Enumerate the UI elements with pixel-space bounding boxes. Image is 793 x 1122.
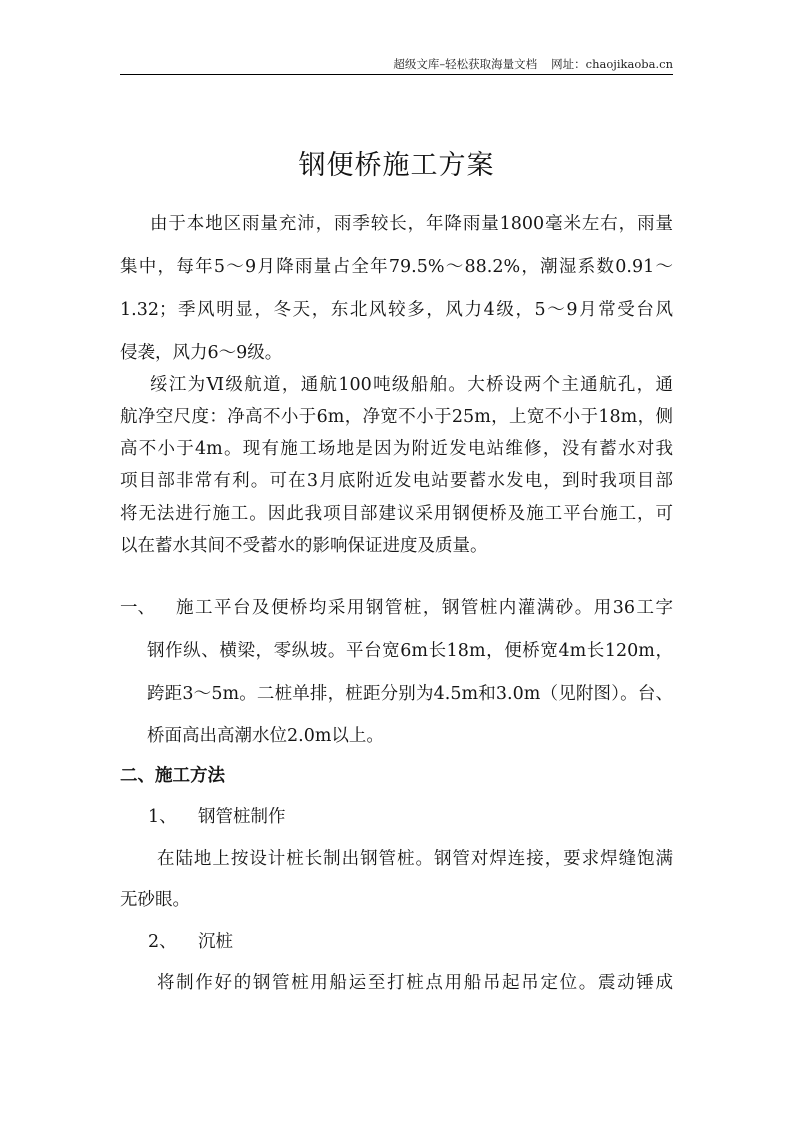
paragraph-1-line-2: 集中，每年5～9月降雨量占全年79.5%～88.2%，潮湿系数0.91～: [120, 257, 673, 277]
subsection-2-title: 沉桩: [198, 932, 233, 952]
paragraph-1-line-1: 由于本地区雨量充沛，雨季较长，年降雨量1800毫米左右，雨量: [150, 214, 673, 234]
section-two-heading: 二、施工方法: [120, 766, 225, 786]
section-one-line-2: 钢作纵、横梁，零纵坡。平台宽6m长18m，便桥宽4m长120m，: [147, 641, 673, 661]
subsection-2-line-1: 将制作好的钢管桩用船运至打桩点用船吊起吊定位。震动锤成: [157, 973, 673, 993]
section-one-line-4: 桥面高出高潮水位2.0m以上。: [147, 726, 384, 746]
header-url: 网址：chaojikaoba.cn: [551, 57, 673, 71]
subsection-2-marker: 2、: [148, 932, 177, 952]
subsection-1-line-1: 在陆地上按设计桩长制出钢管桩。钢管对焊连接，要求焊缝饱满: [157, 849, 673, 869]
page-header: [120, 56, 673, 75]
paragraph-2-line-5: 将无法进行施工。因此我项目部建议采用钢便桥及施工平台施工，可: [120, 504, 673, 524]
paragraph-2-line-2: 航净空尺度：净高不小于6m，净宽不小于25m，上宽不小于18m，侧: [120, 407, 673, 427]
paragraph-2-line-1: 绥江为Ⅵ级航道，通航100吨级船舶。大桥设两个主通航孔，通: [150, 375, 673, 395]
subsection-1-marker: 1、: [148, 807, 177, 827]
section-one-line-1: 施工平台及便桥均采用钢管桩，钢管桩内灌满砂。用36工字: [176, 598, 673, 618]
paragraph-1-line-3: 1.32；季风明显，冬天，东北风较多，风力4级，5～9月常受台风: [120, 300, 673, 320]
paragraph-1-line-4: 侵袭，风力6～9级。: [120, 343, 283, 363]
document-title: 钢便桥施工方案: [298, 150, 495, 181]
subsection-1-title: 钢管桩制作: [198, 807, 286, 827]
paragraph-2-line-4: 项目部非常有利。可在3月底附近发电站要蓄水发电，到时我项目部: [120, 471, 673, 491]
paragraph-2-line-6: 以在蓄水其间不受蓄水的影响保证进度及质量。: [120, 536, 488, 556]
header-site-name: 超级文库–轻松获取海量文档: [393, 57, 538, 71]
subsection-1-line-2: 无砂眼。: [120, 890, 190, 910]
section-one-line-3: 跨距3～5m。二桩单排，桩距分别为4.5m和3.0m（见附图）。台、: [147, 684, 673, 704]
paragraph-2-line-3: 高不小于4m。现有施工场地是因为附近发电站维修，没有蓄水对我: [120, 439, 673, 459]
section-one-marker: 一、: [120, 598, 155, 618]
